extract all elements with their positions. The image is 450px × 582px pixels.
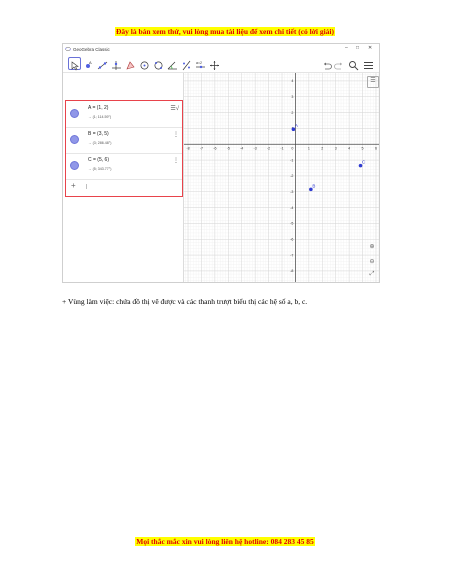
point-label-c: C <box>362 159 366 165</box>
point-tool-icon[interactable] <box>83 58 94 69</box>
y-tick-label: -5 <box>290 221 294 226</box>
svg-text:a=2: a=2 <box>196 61 202 65</box>
redo-icon[interactable] <box>334 58 345 69</box>
x-tick-label: 2 <box>321 146 324 151</box>
close-button[interactable]: ✕ <box>368 45 373 51</box>
algebra-item[interactable] <box>66 127 182 154</box>
algebra-item-value: → (1; 114.59°) <box>88 115 112 119</box>
toolbar <box>63 55 379 73</box>
search-icon[interactable] <box>348 58 359 69</box>
hotline-banner-text: Mọi thắc mắc xin vui lòng liên hệ hotline: 084 283 45 85 <box>136 537 314 546</box>
visibility-toggle-icon[interactable] <box>70 135 79 144</box>
y-tick-label: -6 <box>290 237 294 242</box>
move-tool-icon[interactable] <box>68 57 81 70</box>
more-options-icon[interactable]: ⋮ <box>173 132 179 138</box>
ellipse-tool-icon[interactable] <box>153 58 164 69</box>
graphics-style-icon[interactable]: ☰ <box>367 76 379 88</box>
y-tick-label: -7 <box>290 253 294 258</box>
zoom-in-icon[interactable]: ⊕ <box>369 244 375 250</box>
graphics-view[interactable] <box>183 73 380 282</box>
x-tick-label: -7 <box>199 146 204 151</box>
slider-tool-icon[interactable] <box>195 58 206 69</box>
x-tick-label: -2 <box>266 146 271 151</box>
angle-tool-icon[interactable] <box>167 58 178 69</box>
line-tool-icon[interactable] <box>97 58 108 69</box>
algebra-item-definition[interactable]: A = (1, 2) <box>88 105 109 111</box>
more-options-icon[interactable]: ⋮ <box>173 158 179 164</box>
algebra-highlight-box <box>65 100 183 197</box>
polygon-tool-icon[interactable] <box>125 58 136 69</box>
minimize-button[interactable]: – <box>345 45 348 51</box>
y-tick-label: -2 <box>290 174 294 179</box>
algebra-item-definition[interactable]: C = (5, 6) <box>88 157 109 163</box>
circle-tool-icon[interactable] <box>139 58 150 69</box>
algebra-item-value: → (3; 286.48°) <box>88 141 112 145</box>
algebra-item-value: → (5; 343.77°) <box>88 167 112 171</box>
x-tick-label: 1 <box>307 146 310 151</box>
x-tick-label: 4 <box>348 146 351 151</box>
window-title: GeoGebra Classic <box>73 47 110 52</box>
point-label-a: A <box>294 123 298 129</box>
maximize-button[interactable]: □ <box>356 45 360 51</box>
algebra-item[interactable] <box>66 153 182 180</box>
y-tick-label: 3 <box>291 95 294 100</box>
x-tick-label: 6 <box>374 146 377 151</box>
svg-text:A: A <box>89 60 92 65</box>
y-tick-label: 2 <box>291 110 294 115</box>
algebra-input-row[interactable] <box>66 179 182 196</box>
algebra-item[interactable] <box>66 101 182 128</box>
add-object-icon[interactable]: + <box>71 181 76 190</box>
menu-icon[interactable] <box>363 58 374 69</box>
perpendicular-tool-icon[interactable] <box>111 58 122 69</box>
graphics-canvas[interactable] <box>184 73 380 282</box>
x-tick-label: -1 <box>280 146 284 151</box>
x-tick-label: -8 <box>186 146 190 151</box>
algebra-style-icon[interactable]: ☰√ <box>170 106 179 112</box>
x-tick-label: -3 <box>253 146 257 151</box>
y-tick-label: -4 <box>290 205 294 210</box>
undo-icon[interactable] <box>321 58 332 69</box>
x-tick-label: 3 <box>334 146 337 151</box>
preview-banner-text: Đây là bản xem thử, vui lòng mua tài liệu để xem chi tiết (có lời giải) <box>115 27 335 36</box>
x-tick-label: -5 <box>226 146 230 151</box>
algebra-item-definition[interactable]: B = (3, 5) <box>88 131 109 137</box>
visibility-toggle-icon[interactable] <box>70 161 79 170</box>
x-tick-label: 0 <box>291 146 294 151</box>
x-tick-label: -6 <box>213 146 217 151</box>
geogebra-logo-icon <box>65 46 71 52</box>
y-tick-label: -8 <box>290 269 294 274</box>
geogebra-window <box>62 43 380 283</box>
preview-banner <box>0 27 450 36</box>
reflect-tool-icon[interactable] <box>181 58 192 69</box>
zoom-out-icon[interactable]: ⊖ <box>369 259 375 265</box>
y-tick-label: -3 <box>290 190 294 195</box>
workspace-description: + Vùng làm việc: chứa đồ thị vẽ được và các thanh trượt biểu thị các hệ số a, b, c. <box>62 297 308 306</box>
move-graphics-tool-icon[interactable] <box>209 58 220 69</box>
x-tick-label: 5 <box>361 146 364 151</box>
y-tick-label: -1 <box>290 158 294 163</box>
algebra-view <box>63 73 183 282</box>
y-tick-label: 4 <box>291 79 294 84</box>
algebra-input-caret[interactable]: | <box>86 184 88 190</box>
visibility-toggle-icon[interactable] <box>70 109 79 118</box>
point-label-b: B <box>312 183 316 189</box>
hotline-banner <box>0 537 450 546</box>
fullscreen-icon[interactable]: ⤢ <box>369 271 375 277</box>
title-bar <box>63 44 379 55</box>
x-tick-label: -4 <box>240 146 244 151</box>
